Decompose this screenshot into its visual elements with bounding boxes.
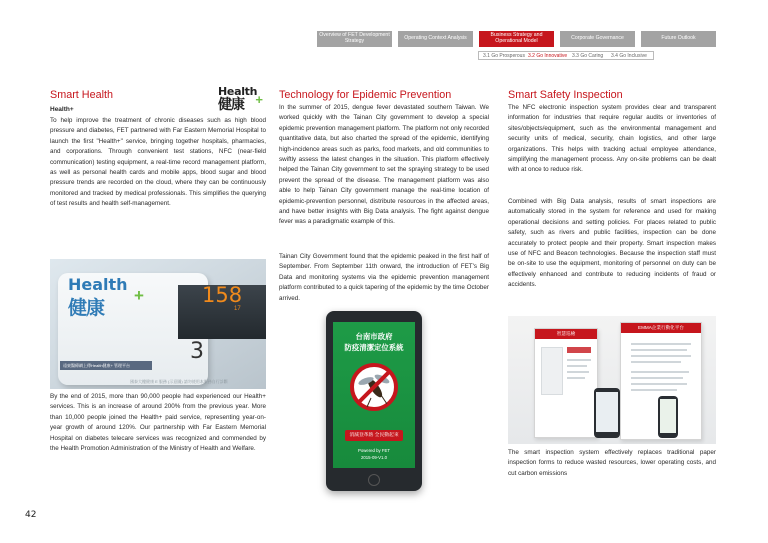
logo-plus: + [255, 92, 263, 107]
sign-line [631, 389, 677, 391]
device-reading: 158 [202, 283, 243, 307]
epidemic-prevention-heading: Technology for Epidemic Prevention [279, 89, 452, 101]
phone-powered-by: Powered by FET [357, 448, 390, 453]
subtab-go-caring[interactable]: 3.3 Go Caring [572, 52, 604, 59]
sign-line [567, 365, 587, 367]
nav-tab-label: Operating Context Analysis [404, 35, 467, 42]
inspection-phone-screen [596, 392, 618, 432]
device-logo-chinese: 健康 [68, 298, 105, 319]
inspection-phone [594, 388, 620, 438]
subtab-go-innovative[interactable]: 3.2 Go Innovative [528, 52, 568, 59]
sign-line [631, 361, 681, 363]
health-plus-subtitle: Health+ [50, 106, 74, 113]
safety-paragraph-3: The smart inspection system effectively replaces traditional paper inspection forms to reduce wasted resources, lower operating costs, and cut carbon emissions [508, 449, 716, 477]
health-device-photo [50, 259, 266, 389]
sign-left-header: 智慧巡檢 [535, 329, 597, 339]
sign-line [631, 377, 683, 379]
nav-tab-label: Business Strategy and Operational Model [490, 32, 543, 44]
sign-right-header: EMMA企業行動化平台 [621, 323, 701, 333]
epidemic-paragraph-1: In the summer of 2015, dengue fever devastated southern Taiwan. We worked quickly with the Tainan City government to develop a special epidemic prevention management platform. The platform not only recorded quantitative data, but also charted the spread of the epidemic, identifying high-incidence areas such as parks, food markets, and old communities to swiftly assess the latest changes in the situation. This platform effectively helped the Tainan City government to set the spraying strategy to be used prevent the spread of the disease. The management platform was also able to help Tainan City government manage the real-time location of epidemic-prevention personnel, distribute resources in the affected areas, and have better insights with Big Data analysis. The fight against dengue fever was a paradigmatic example of this. [279, 104, 489, 226]
inspection-phone-2-screen [660, 399, 676, 433]
device-label-text: 遠東醫療網上傳Health健康+ 管理平台 [63, 363, 131, 368]
device-sub-reading: 17 [234, 306, 241, 312]
health-plus-logo [218, 86, 264, 114]
subtab-go-prosperous[interactable]: 3.1 Go Prosperous [483, 52, 525, 59]
smart-health-paragraph-1: To help improve the treatment of chronic diseases such as high blood pressure and diabetes, FET partnered with Far Eastern Memorial Hospital to launch the first "Health+" service, bringing together hospitals, pharmacies, and corporations. Through convenient test stations, NFC (near-field communication) testing equipment, a real-time record management platform, as well as personal health cards and mobile apps, blood sugar and blood pressure trends are recorded on the cloud, where they can be continuously monitored and tracked by medical professionals. This simplifies the querying of test results and health self-management. [50, 117, 266, 208]
epidemic-app-phone [326, 311, 422, 491]
smart-health-paragraph-2: By the end of 2015, more than 90,000 people had experienced our Health+ services. This is an increase of around 200% from the previous year. More than 10,000 people joined the Health+ paid service, representing year-on-year growth of around 120%. Our partnership with Far Eastern Memorial Hospital on diabetes telecare services was recognized and commended by the Health Promotion Administration of the Ministry of Health and Welfare. [50, 393, 266, 453]
nav-tab-label: Overview of FET Development Strategy [319, 32, 390, 44]
page-number: 42 [25, 510, 37, 520]
epidemic-paragraph-2: Tainan City Government found that the epidemic peaked in the first half of September. From September 11th onward, the introduction of FET's Big Data and monitoring systems via the epidemic prevention management platform contributed to a quick tapering of the epidemic by the time October arrived. [279, 253, 490, 302]
device-photo-caption: 國泰大樓健康 E 服務 (示意圖) 請勿使用本服務自行診斷 [130, 379, 228, 384]
sign-line [631, 343, 691, 345]
subtab-go-inclusive[interactable]: 3.4 Go Inclusive [611, 52, 647, 59]
device-logo-plus: + [134, 286, 144, 305]
logo-chinese: 健康 [218, 96, 244, 112]
phone-screen [333, 322, 415, 468]
device-logo-english: Health [68, 275, 128, 294]
inspection-sign-photo [508, 316, 716, 444]
sign-line [567, 371, 589, 373]
logo-english: Health [218, 85, 258, 98]
nav-tab-label: Corporate Governance [571, 35, 624, 42]
sign-line [631, 349, 687, 351]
nav-tab-future-outlook[interactable] [641, 31, 716, 47]
sign-left-tag [567, 347, 591, 353]
safety-paragraph-2: Combined with Big Data analysis, results of smart inspections are automatically stored in the system for reference and used for making operational decisions and setting policies. For places related to public safety, such as rivers and public facilities, inspection can be done accurately to protect people and their property. Smart inspection makes use of NFC and Beacon technologies. Because the inspection staff must be on-site to use the equipment, monitoring of personnel on duty can be effectively enhanced and contribute to reducing incidents of fraud or accidents. [508, 198, 716, 289]
smart-health-heading: Smart Health [50, 89, 114, 101]
sign-line [567, 359, 591, 361]
nav-tab-label: Future Outlook [661, 35, 696, 42]
smart-safety-heading: Smart Safety Inspection [508, 89, 623, 101]
sign-line [567, 377, 585, 379]
inspection-phone-2 [658, 396, 678, 438]
phone-version: 2015-09-V1.0 [360, 455, 388, 460]
phone-title-line-1: 台南市政府 [355, 332, 393, 341]
nav-tab-corporate-governance[interactable] [560, 31, 635, 47]
sign-line [631, 383, 687, 385]
sign-line [631, 355, 691, 357]
sign-line [631, 371, 689, 373]
phone-home-button [368, 474, 380, 486]
sign-left-diagram [541, 347, 563, 395]
no-mosquito-icon [349, 362, 399, 412]
phone-banner[interactable]: 消滅登革熱 全民動起來 [345, 430, 403, 441]
device-label-strip [60, 361, 152, 370]
nav-tab-overview[interactable] [317, 31, 392, 47]
phone-title-line-2: 防疫清潔定位系統 [344, 343, 404, 352]
inspection-sign-left [534, 328, 598, 438]
device-side-number: 3 [190, 339, 204, 364]
safety-paragraph-1: The NFC electronic inspection system provides clear and transparent information for industries that require regular audits or inventories of sites/objects/equipment, such as the environmental management and security units of medical, security, chain logistics, and other large organizations. This helps with tracking actual employee attendance, simplifying the management process. Any on-site problems can be dealt with at once to reduce risk. [508, 104, 716, 174]
nav-tab-operating-context[interactable] [398, 31, 473, 47]
nav-tab-business-strategy[interactable] [479, 31, 554, 47]
